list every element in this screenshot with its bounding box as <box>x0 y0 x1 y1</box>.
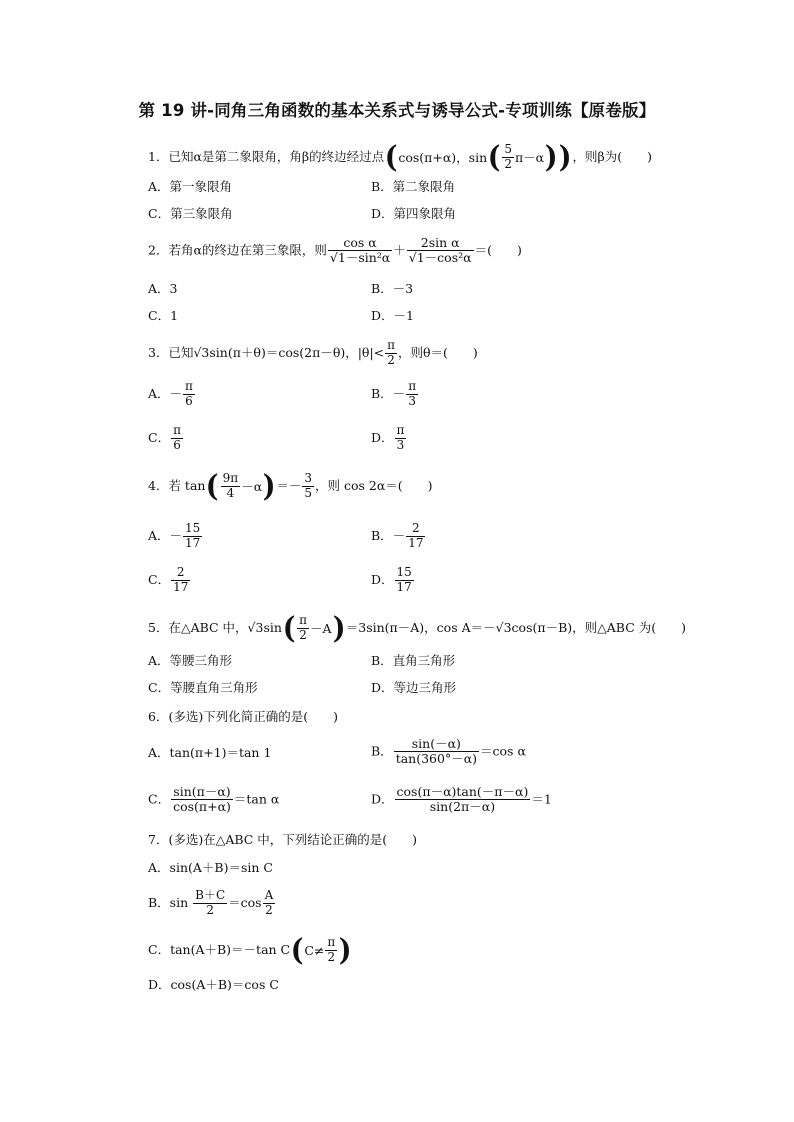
q1-option-c: C．第三象限角 <box>148 206 233 221</box>
q2-option-c: C．1 <box>148 308 179 323</box>
q7-option-a: A．sin(A＋B)＝sin C <box>148 860 273 875</box>
q4-option-c: C． $\frac{2}{17}$ <box>148 565 189 594</box>
q3-option-b: B．－ $\frac{\pi}{3}$ <box>371 379 417 408</box>
q3-stem-tail: ，则θ＝( ) <box>398 344 478 360</box>
q2-option-b: B．－3 <box>371 281 414 296</box>
q7-option-c: C．tan(A＋B)＝－tan C ( C≠ $\frac{\pi}{2}$ ) <box>148 932 352 968</box>
q5-stem-tail: ＝3sin(π－A)，cos A＝－√3cos(π－B)，则△ABC 为( ) <box>345 619 686 635</box>
q2-stem-text: 2．若角α的终边在第三象限，则 <box>148 242 327 258</box>
q2-fraction-2: $\frac{\text{2sin α}}{\text{√1－cos²α}}$ <box>408 235 472 266</box>
question-3-stem <box>148 339 478 368</box>
q5-stem-text: 5．在△ABC 中，√3sin <box>148 619 282 635</box>
q4-stem-text: 4．若 tan <box>148 477 206 493</box>
q6-option-a: A．tan(π+1)＝tan 1 <box>148 745 272 760</box>
q1-option-b: B．第二象限角 <box>371 179 456 194</box>
q3-option-d: D． $\frac{\pi}{3}$ <box>371 423 405 452</box>
q1-option-a: A．第一象限角 <box>148 179 233 194</box>
q4-equals: ＝－ <box>276 477 302 493</box>
q6-option-c: C． $\frac{\sin(\pi-\alpha)}{\cos(\pi+\alpha)}$ ＝tan α <box>148 784 280 815</box>
q2-plus: ＋ <box>393 242 406 258</box>
question-7-stem: 7．(多选)在△ABC 中，下列结论正确的是( ) <box>148 832 418 847</box>
q7-option-d: D．cos(A＋B)＝cos C <box>148 977 279 992</box>
q4-ratio: $\frac{3}{5}$ <box>304 471 312 500</box>
q1-option-d: D．第四象限角 <box>371 206 457 221</box>
q2-option-a: A．3 <box>148 281 178 296</box>
q4-option-d: D． $\frac{15}{17}$ <box>371 565 412 594</box>
q3-fraction: $\frac{\pi}{2}$ <box>387 338 396 367</box>
q6-option-b: B． $\frac{\sin(-\alpha)}{\tan(360^\circ-\alpha)}$ ＝cos α <box>371 736 526 767</box>
question-6-stem: 6．(多选)下列化简正确的是( ) <box>148 709 338 724</box>
q3-option-a: A．－ $\frac{\pi}{6}$ <box>148 379 193 408</box>
page-title: 第 19 讲-同角三角函数的基本关系式与诱导公式-专项训练【原卷版】 <box>138 101 656 120</box>
question-4-stem <box>148 468 433 504</box>
q4-tan-argument: ( $\frac{9\pi}{4}$ －α ) <box>206 468 276 504</box>
q1-point-arg: cos(π+α)，sin <box>398 149 488 165</box>
question-2-stem <box>148 236 522 266</box>
question-5-stem <box>148 610 686 646</box>
q3-expression: √3sin(π＋θ)＝cos(2π－θ)，|θ|< <box>193 344 385 360</box>
q1-fraction: $\frac{5}{2}$ <box>504 142 512 171</box>
q2-stem-tail: ＝( ) <box>474 242 522 258</box>
q3-option-c: C． $\frac{\pi}{6}$ <box>148 423 181 452</box>
q1-stem-tail: ，则β为( ) <box>572 148 653 164</box>
q4-option-a: A．－ $\frac{15}{17}$ <box>148 521 201 550</box>
q5-option-c: C．等腰直角三角形 <box>148 680 258 695</box>
q4-option-b: B．－ $\frac{2}{17}$ <box>371 521 424 550</box>
q3-stem-text: 3．已知 <box>148 344 194 360</box>
q7-option-b: B．sin $\frac{B+C}{2}$ ＝cos $\frac{A}{2}$ <box>148 888 274 917</box>
q4-stem-tail: ，则 cos 2α＝( ) <box>315 477 433 493</box>
q2-fraction-1: $\frac{\text{cos α}}{\text{√1－sin²α}}$ <box>329 235 391 266</box>
q1-stem-text: 1．已知α是第二象限角，角β的终边经过点 <box>148 148 385 164</box>
q5-sin-argument: ( $\frac{\pi}{2}$ －A ) <box>282 610 346 646</box>
q1-point-expression: ( cos(π+α)，sin ( $\frac{5}{2}$ π－α ) ) <box>384 139 572 175</box>
question-1-stem <box>148 139 653 175</box>
q2-option-d: D．－1 <box>371 308 414 323</box>
q6-option-d: D． $\frac{\cos(\pi-\alpha)\tan(-\pi-\alpha)}{\sin(2\pi-\alpha)}$ ＝1 <box>371 784 552 815</box>
q5-option-b: B．直角三角形 <box>371 653 456 668</box>
q5-option-d: D．等边三角形 <box>371 680 457 695</box>
q5-option-a: A．等腰三角形 <box>148 653 233 668</box>
